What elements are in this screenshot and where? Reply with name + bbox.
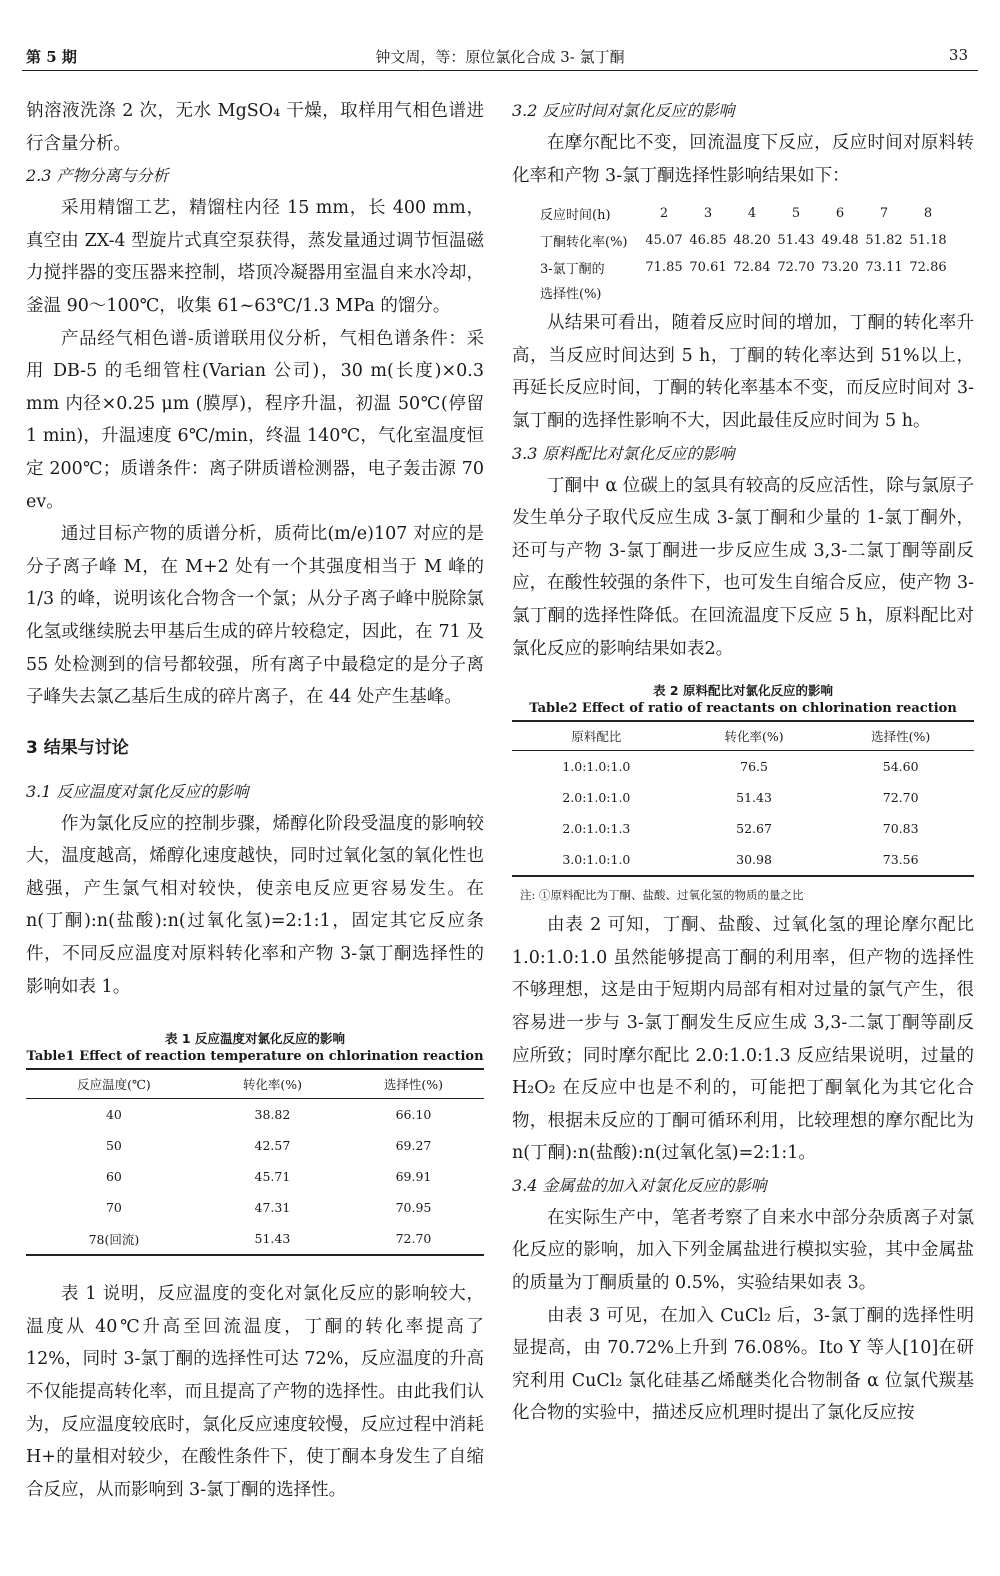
conversion-row bbox=[512, 227, 974, 254]
section-heading-3-3: 3.3 原料配比对氯化反应的影响 bbox=[512, 443, 735, 463]
journal-issue: 第 5 期 bbox=[26, 48, 77, 66]
paragraph: 由表 2 可知，丁酮、盐酸、过氧化氢的理论摩尔配比 1.0:1.0:1.0 虽然能够提高丁酮的利用率，但产物的选择性不够理想，这是由于短期内局部有相对过量的氯气产生，很容易进一步与 3-氯丁酮发生反应生成 3,3-二氯丁酮等副反应所致；同时摩尔配比 2.0:1.0:1.3 反应结果说明，过量的 H₂O₂ 在反应中也是不利的，可能把丁酮氧化为其它化合物，根据未反应的丁酮可循环利用，比较理想的摩尔配比为 n(丁酮):n(盐酸):n(过氧化氢)=2:1:1。 bbox=[512, 915, 974, 1164]
table-row bbox=[26, 1099, 484, 1131]
table-row bbox=[26, 1223, 484, 1255]
table-header-row bbox=[512, 721, 974, 751]
data-value: 72.70 bbox=[777, 260, 815, 276]
table1-caption-cn: 表 1 反应温度对氯化反应的影响 bbox=[165, 1031, 345, 1047]
table-cell: 2.0:1.0:1.0 bbox=[562, 790, 631, 806]
table-cell: 73.56 bbox=[882, 852, 919, 868]
table-cell: 50 bbox=[105, 1138, 122, 1154]
table-cell: 69.27 bbox=[395, 1138, 432, 1154]
right-column bbox=[512, 95, 974, 1430]
data-value: 73.11 bbox=[865, 260, 903, 276]
table-header-row bbox=[26, 1069, 484, 1099]
data-value: 51.82 bbox=[865, 233, 903, 249]
row-label: 反应时间(h) bbox=[540, 208, 611, 224]
paragraph: 由表 3 可见，在加入 CuCl₂ 后，3-氯丁酮的选择性明显提高，由 70.72%上升到 76.08%。Ito Y 等人[10]在研究利用 CuCl₂ 氯化硅基乙烯醚类化合物制备 α 位氯代羰基化合物的实验中，描述反应机理时提出了氯化反应按 bbox=[512, 1305, 974, 1424]
data-value: 8 bbox=[923, 206, 933, 222]
data-value: 51.18 bbox=[909, 233, 947, 249]
table-cell: 52.67 bbox=[736, 821, 772, 837]
row-label: 选择性(%) bbox=[540, 286, 602, 302]
table-cell: 78(回流) bbox=[88, 1231, 140, 1247]
table1 bbox=[26, 1068, 484, 1256]
paragraph: 通过目标产物的质谱分析，质荷比(m/e)107 对应的是分子离子峰 M，在 M+2 处有一个其强度相当于 M 峰的 1/3 的峰，说明该化合物含一个氯；从分子离子峰中脱除氯化氢或继续脱去甲基后生成的碎片较稳定，因此，在 71 及 55 处检测到的信号都较强，所有离子中最稳定的是分子离子峰失去氯乙基后生成的碎片离子，在 44 处产生基峰。 bbox=[26, 524, 484, 708]
section-heading-2-3: 2.3 产物分离与分析 bbox=[26, 166, 169, 186]
left-column bbox=[26, 95, 484, 1506]
table2-caption-en: Table2 Effect of ratio of reactants on chlorination reaction bbox=[529, 701, 957, 717]
table1-caption-en: Table1 Effect of reaction temperature on chlorination reaction bbox=[26, 1049, 484, 1065]
table-cell: 40 bbox=[105, 1107, 122, 1123]
table2-note: 注: ①原料配比为丁酮、盐酸、过氧化氢的物质的量之比 bbox=[520, 888, 804, 903]
data-value: 5 bbox=[791, 206, 801, 222]
table-cell: 72.70 bbox=[882, 790, 919, 806]
paragraph: 产品经气相色谱-质谱联用仪分析，气相色谱条件：采用 DB-5 的毛细管柱(Varian 公司)，30 m(长度)×0.3 mm 内径×0.25 μm (膜厚)，程序升温，初温 50℃(停留 1 min)，升温速度 6℃/min，终温 140℃，气化室温度恒定 200℃；质谱条件：离子阱质谱检测器，电子轰击源 70 ev。 bbox=[26, 328, 484, 512]
data-value: 2 bbox=[659, 206, 669, 222]
paragraph: 丁酮中 α 位碳上的氢具有较高的反应活性，除与氯原子发生单分子取代反应生成 3-氯丁酮和少量的 1-氯丁酮外，还可与产物 3-氯丁酮进一步反应生成 3,3-二氯丁酮等副反应，在酸性较强的条件下，也可发生自缩合反应，使产物 3-氯丁酮的选择性降低。在回流温度下反应 5 h，原料配比对氯化反应的影响结果如表2。 bbox=[512, 475, 974, 659]
row-label: 丁酮转化率(%) bbox=[540, 235, 628, 251]
table-cell: 47.31 bbox=[254, 1200, 291, 1216]
page-number: 33 bbox=[948, 46, 968, 64]
section-heading-3-4: 3.4 金属盐的加入对氯化反应的影响 bbox=[512, 1175, 767, 1195]
paragraph: 在实际生产中，笔者考察了自来水中部分杂质离子对氯化反应的影响，加入下列金属盐进行模拟实验，其中金属盐的质量为丁酮质量的 0.5%，实验结果如表 3。 bbox=[512, 1207, 974, 1294]
table-cell: 1.0:1.0:1.0 bbox=[562, 759, 631, 775]
paragraph: 在摩尔配比不变，回流温度下反应，反应时间对原料转化率和产物 3-氯丁酮选择性影响结果如下： bbox=[512, 133, 974, 186]
table-cell: 38.82 bbox=[254, 1107, 291, 1123]
paragraph: 采用精馏工艺，精馏柱内径 15 mm，长 400 mm，真空由 ZX-4 型旋片式真空泵获得，蒸发量通过调节恒温磁力搅拌器的变压器来控制，塔顶冷凝器用室温自来水冷却，釜温 90～100℃，收集 61~63℃/1.3 MPa 的馏分。 bbox=[26, 198, 484, 316]
data-value: 4 bbox=[747, 206, 757, 222]
section-heading-3-1: 3.1 反应温度对氯化反应的影响 bbox=[26, 781, 249, 801]
table-cell: 2.0:1.0:1.3 bbox=[562, 821, 631, 837]
table-cell: 70.95 bbox=[395, 1200, 432, 1216]
data-value: 71.85 bbox=[645, 260, 683, 276]
data-value: 45.07 bbox=[645, 233, 683, 249]
column-header: 原料配比 bbox=[571, 729, 622, 745]
running-title: 钟文周，等：原位氯化合成 3- 氯丁酮 bbox=[375, 48, 625, 66]
data-value: 6 bbox=[835, 206, 845, 222]
table-cell: 70.83 bbox=[882, 821, 919, 837]
table-cell: 66.10 bbox=[395, 1107, 432, 1123]
row-label: 3-氯丁酮的 bbox=[540, 262, 605, 278]
paragraph: 表 1 说明，反应温度的变化对氯化反应的影响较大，温度从 40℃升高至回流温度，丁酮的转化率提高了 12%，同时 3-氯丁酮的选择性可达 72%，反应温度的升高不仅能提高转化率，而且提高了产物的选择性。由此我们认为，反应温度较底时，氯化反应速度较慢，反应过程中消耗 H+的量相对较少，在酸性条件下，使丁酮本身发生了自缩合反应，从而影响到 3-氯丁酮的选择性。 bbox=[26, 1284, 484, 1500]
table-row bbox=[26, 1192, 484, 1223]
selectivity-label-row bbox=[512, 281, 974, 303]
table-row bbox=[26, 1130, 484, 1161]
table-cell: 3.0:1.0:1.0 bbox=[562, 852, 631, 868]
paragraph: 从结果可看出，随着反应时间的增加，丁酮的转化率升高，当反应时间达到 5 h，丁酮的转化率达到 51%以上，再延长反应时间，丁酮的转化率基本不变，而反应时间对 3-氯丁酮的选择性影响不大，因此最佳反应时间为 5 h。 bbox=[512, 313, 974, 431]
table-cell: 45.71 bbox=[254, 1169, 291, 1185]
data-value: 72.84 bbox=[733, 260, 771, 276]
table-cell: 54.60 bbox=[882, 759, 919, 775]
table-cell: 70 bbox=[105, 1200, 122, 1216]
section-heading-3: 3 结果与讨论 bbox=[26, 737, 129, 758]
data-value: 70.61 bbox=[689, 260, 727, 276]
table2-caption-cn: 表 2 原料配比对氯化反应的影响 bbox=[653, 683, 833, 699]
selectivity-row bbox=[512, 254, 974, 281]
table-row bbox=[26, 1161, 484, 1192]
data-value: 48.20 bbox=[733, 233, 771, 249]
reaction-time-data bbox=[512, 200, 974, 303]
column-header: 转化率(%) bbox=[724, 729, 784, 745]
data-value: 7 bbox=[879, 206, 889, 222]
column-header: 转化率(%) bbox=[242, 1077, 302, 1093]
data-value: 51.43 bbox=[777, 233, 815, 249]
table-cell: 76.5 bbox=[740, 759, 768, 775]
column-header: 反应温度(℃) bbox=[77, 1077, 151, 1093]
table-cell: 51.43 bbox=[736, 790, 772, 806]
table-cell: 42.57 bbox=[254, 1138, 291, 1154]
page-header bbox=[22, 40, 978, 71]
table-cell: 51.43 bbox=[254, 1231, 291, 1247]
paragraph: 作为氯化反应的控制步骤，烯醇化阶段受温度的影响较大，温度越高，烯醇化速度越快，同时过氧化氢的氧化性也越强，产生氯气相对较快，使亲电反应更容易发生。在 n(丁酮):n(盐酸):n(过氧化氢)=2:1:1，固定其它反应条件，不同反应温度对原料转化率和产物 3-氯丁酮选择性的影响如表 1。 bbox=[26, 813, 484, 997]
column-header: 选择性(%) bbox=[383, 1077, 444, 1093]
time-row bbox=[512, 200, 974, 227]
data-value: 3 bbox=[703, 206, 713, 222]
data-value: 72.86 bbox=[909, 260, 947, 276]
table-cell: 30.98 bbox=[736, 852, 772, 868]
table-cell: 69.91 bbox=[395, 1169, 432, 1185]
table-row bbox=[512, 844, 974, 876]
table-cell: 60 bbox=[105, 1169, 122, 1185]
table-row bbox=[512, 751, 974, 783]
table-row bbox=[512, 813, 974, 844]
data-value: 73.20 bbox=[821, 260, 859, 276]
data-value: 49.48 bbox=[821, 233, 859, 249]
table-cell: 72.70 bbox=[395, 1231, 432, 1247]
section-heading-3-2: 3.2 反应时间对氯化反应的影响 bbox=[512, 101, 735, 120]
column-header: 选择性(%) bbox=[871, 729, 931, 745]
table2 bbox=[512, 720, 974, 877]
table-row bbox=[512, 782, 974, 813]
data-value: 46.85 bbox=[689, 233, 727, 249]
paragraph: 钠溶液洗涤 2 次，无水 MgSO₄ 干燥，取样用气相色谱进行含量分析。 bbox=[26, 101, 484, 154]
